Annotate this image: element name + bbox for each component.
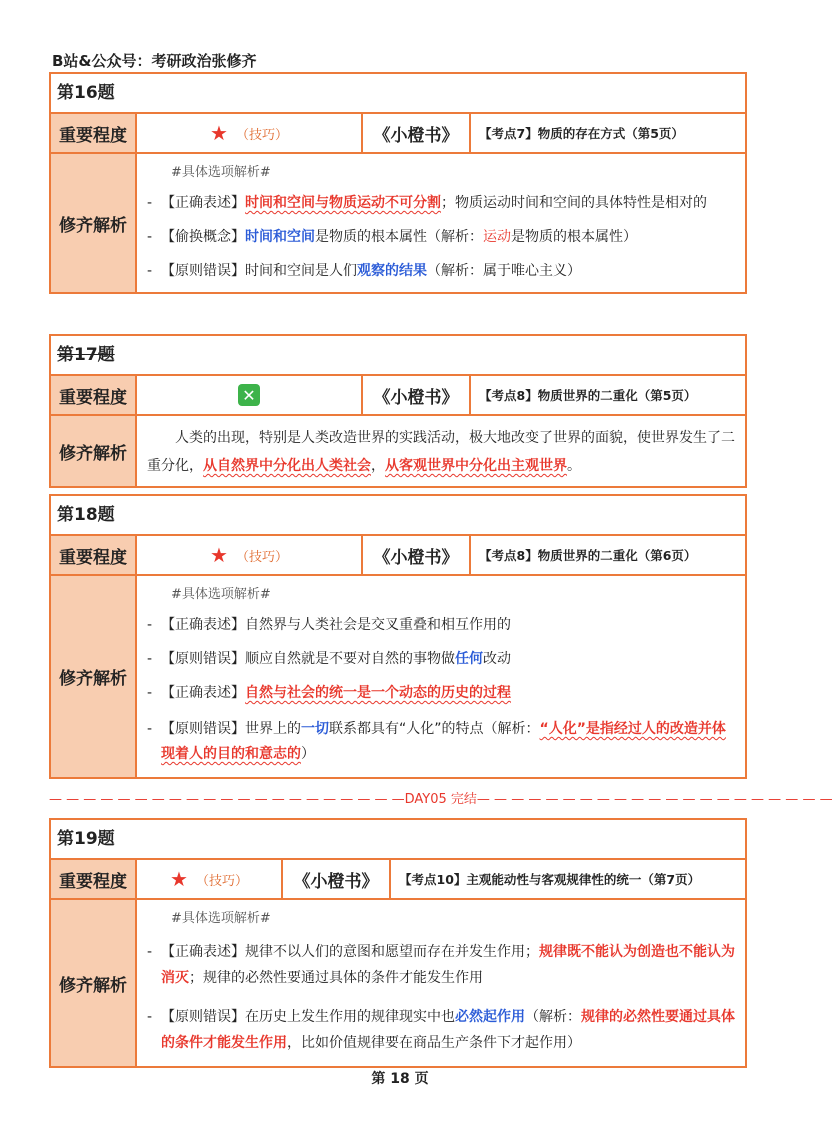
- list-item: - 【原则错误】在历史上发生作用的规律现实中也必然起作用（解析：规律的必然性要通过具体的条件才能发生作用，比如价值规律要在商品生产条件下才起作用）: [147, 1004, 737, 1056]
- importance-label: 重要程度: [51, 114, 137, 152]
- list-item: - 【正确表述】时间和空间与物质运动不可分割；物质运动时间和空间的具体特性是相对的: [147, 193, 737, 214]
- list-item: - 【偷换概念】时间和空间是物质的根本属性（解析：运动是物质的根本属性）: [147, 227, 737, 248]
- list-item: - 【正确表述】自然界与人类社会是交叉重叠和相互作用的: [147, 615, 737, 636]
- importance-rating: [137, 114, 363, 152]
- star-icon: ★: [210, 543, 228, 567]
- knowledge-point: 【考点10】主观能动性与客观规律性的统一（第7页）: [399, 872, 701, 887]
- importance-label: 重要程度: [51, 536, 137, 574]
- page-number: 第 18 页: [371, 1071, 429, 1087]
- analysis-label: 修齐解析: [51, 416, 137, 486]
- importance-label: 重要程度: [51, 860, 137, 898]
- analysis-label: 修齐解析: [51, 900, 137, 1066]
- question-title: 第19题: [51, 820, 745, 860]
- analysis-content: [137, 900, 745, 1066]
- question-19-card: [49, 818, 747, 1068]
- analysis-label: 修齐解析: [51, 154, 137, 292]
- list-item: - 【正确表述】自然与社会的统一是一个动态的历史的过程: [147, 683, 737, 704]
- question-title: 第17题: [51, 336, 745, 376]
- question-title: 第18题: [51, 496, 745, 536]
- page-header: B站&公众号：考研政治张修齐: [52, 52, 257, 70]
- list-item: - 【原则错误】时间和空间是人们观察的结果（解析：属于唯心主义）: [147, 261, 737, 282]
- analysis-label: 修齐解析: [51, 576, 137, 777]
- list-item: - 【原则错误】顺应自然就是不要对自然的事物做任何改动: [147, 649, 737, 670]
- book-label: 《小橙书》: [363, 114, 471, 152]
- question-17-card: [49, 334, 747, 488]
- importance-rating: [137, 376, 363, 414]
- section-tag: #具体选项解析#: [171, 911, 271, 926]
- list-item: - 【原则错误】世界上的一切联系都具有“人化”的特点（解析：“人化”是指经过人的改造并体现着人的目的和意志的）: [147, 717, 737, 767]
- star-icon: ★: [210, 121, 228, 145]
- analysis-content: [137, 154, 745, 292]
- question-18-card: [49, 494, 747, 779]
- book-label: 《小橙书》: [363, 376, 471, 414]
- skill-label: （技巧）: [235, 549, 288, 565]
- knowledge-point: 【考点7】物质的存在方式（第5页）: [479, 126, 684, 141]
- importance-rating: [137, 536, 363, 574]
- book-label: 《小橙书》: [363, 536, 471, 574]
- book-label: 《小橙书》: [283, 860, 391, 898]
- skill-label: （技巧）: [235, 127, 288, 143]
- skill-label: （技巧）: [195, 873, 248, 889]
- knowledge-point: 【考点8】物质世界的二重化（第5页）: [479, 388, 697, 403]
- section-tag: #具体选项解析#: [171, 165, 271, 180]
- importance-rating: [137, 860, 283, 898]
- list-item: - 【正确表述】规律不以人们的意图和愿望而存在并发生作用；规律既不能认为创造也不能认为消灭；规律的必然性要通过具体的条件才能发生作用: [147, 939, 737, 991]
- section-tag: #具体选项解析#: [171, 587, 271, 602]
- star-icon: ★: [170, 867, 188, 891]
- importance-label: 重要程度: [51, 376, 137, 414]
- question-16-card: [49, 72, 747, 294]
- analysis-content: [137, 576, 745, 777]
- question-title: 第16题: [51, 74, 745, 114]
- cross-icon: ✕: [238, 384, 260, 406]
- analysis-content: 人类的出现，特别是人类改造世界的实践活动，极大地改变了世界的面貌，使世界发生了二重分化，从自然界中分化出人类社会，从客观世界中分化出主观世界。: [147, 430, 735, 474]
- day-divider: — — — — — — — — — — — — — — — — — — — — —DAY05 完结— — — — — — — — — — — — — — — — — — — — —: [49, 792, 833, 807]
- knowledge-point: 【考点8】物质世界的二重化（第6页）: [479, 548, 697, 563]
